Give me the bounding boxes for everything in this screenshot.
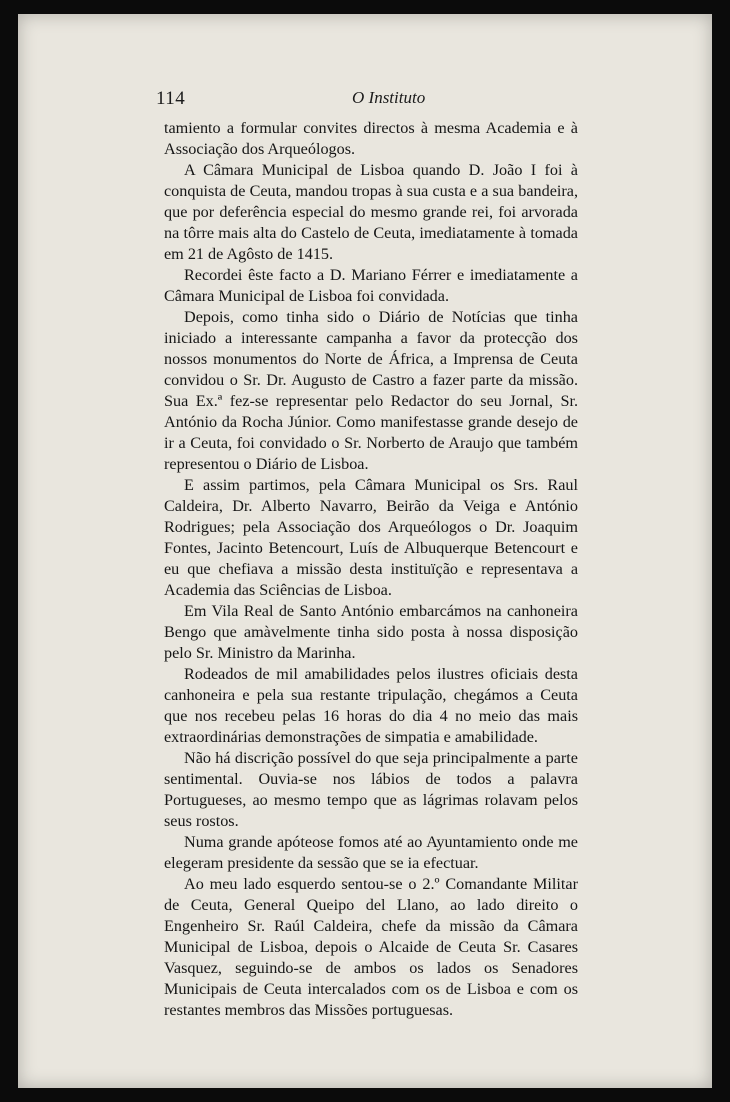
paragraph: Recordei êste facto a D. Mariano Férrer e imediatamente a Câmara Municipal de Lisboa foi convidada. [164,266,578,305]
paragraph: Não há discrição possível do que seja principalmente a parte sentimental. Ouvia-se nos lábios de todos a palavra Portugueses, ao mesmo tempo que as lágrimas rolavam pelos seus rostos. [164,749,578,830]
paragraph: Numa grande apóteose fomos até ao Ayuntamiento onde me elegeram presidente da sessão que se ia efectuar. [164,833,578,872]
body-text [164,118,578,1021]
paragraph: tamiento a formular convites directos à mesma Academia e à Associação dos Arqueólogos. [164,119,578,158]
paragraph: Rodeados de mil amabilidades pelos ilustres oficiais desta canhoneira e pela sua restante tripulação, chegámos a Ceuta que nos recebeu pelas 16 horas do dia 4 no meio das mais extraordinárias demonstrações de simpatia e amabilidade. [164,665,578,746]
paragraph: Ao meu lado esquerdo sentou-se o 2.º Comandante Militar de Ceuta, General Queipo del Llano, ao lado direito o Engenheiro Sr. Raúl Caldeira, chefe da missão da Câmara Municipal de Lisboa, depois o Alcaide de Ceuta Sr. Casares Vasquez, seguindo-se de ambos os lados os Senadores Municipais de Ceuta intercalados com os de Lisboa e com os restantes membros das Missões portuguesas. [164,875,578,1019]
page-header [156,88,596,112]
paragraph: Depois, como tinha sido o Diário de Notícias que tinha iniciado a interessante campanha a favor da protecção dos nossos monumentos do Norte de África, a Imprensa de Ceuta convidou o Sr. Dr. Augusto de Castro a fazer parte da missão. Sua Ex.ª fez-se representar pelo Redactor do seu Jornal, Sr. António da Rocha Júnior. Como manifestasse grande desejo de ir a Ceuta, foi convidado o Sr. Norberto de Araujo que também representou o Diário de Lisboa. [164,308,578,473]
running-title: O Instituto [352,88,426,107]
paragraph: Em Vila Real de Santo António embarcámos na canhoneira Bengo que amàvelmente tinha sido posta à nossa disposição pelo Sr. Ministro da Marinha. [164,602,578,662]
paragraph: A Câmara Municipal de Lisboa quando D. João I foi à conquista de Ceuta, mandou tropas à sua custa e a sua bandeira, que por deferência especial do mesmo grande rei, foi arvorada na tôrre mais alta do Castelo de Ceuta, imediatamente à tomada em 21 de Agôsto de 1415. [164,161,578,263]
paragraph: E assim partimos, pela Câmara Municipal os Srs. Raul Caldeira, Dr. Alberto Navarro, Beirão da Veiga e António Rodrigues; pela Associação dos Arqueólogos o Dr. Joaquim Fontes, Jacinto Betencourt, Luís de Albuquerque Betencourt e eu que chefiava a missão desta instituïção e representava a Academia das Sciências de Lisboa. [164,476,578,599]
page-number: 114 [156,88,186,109]
